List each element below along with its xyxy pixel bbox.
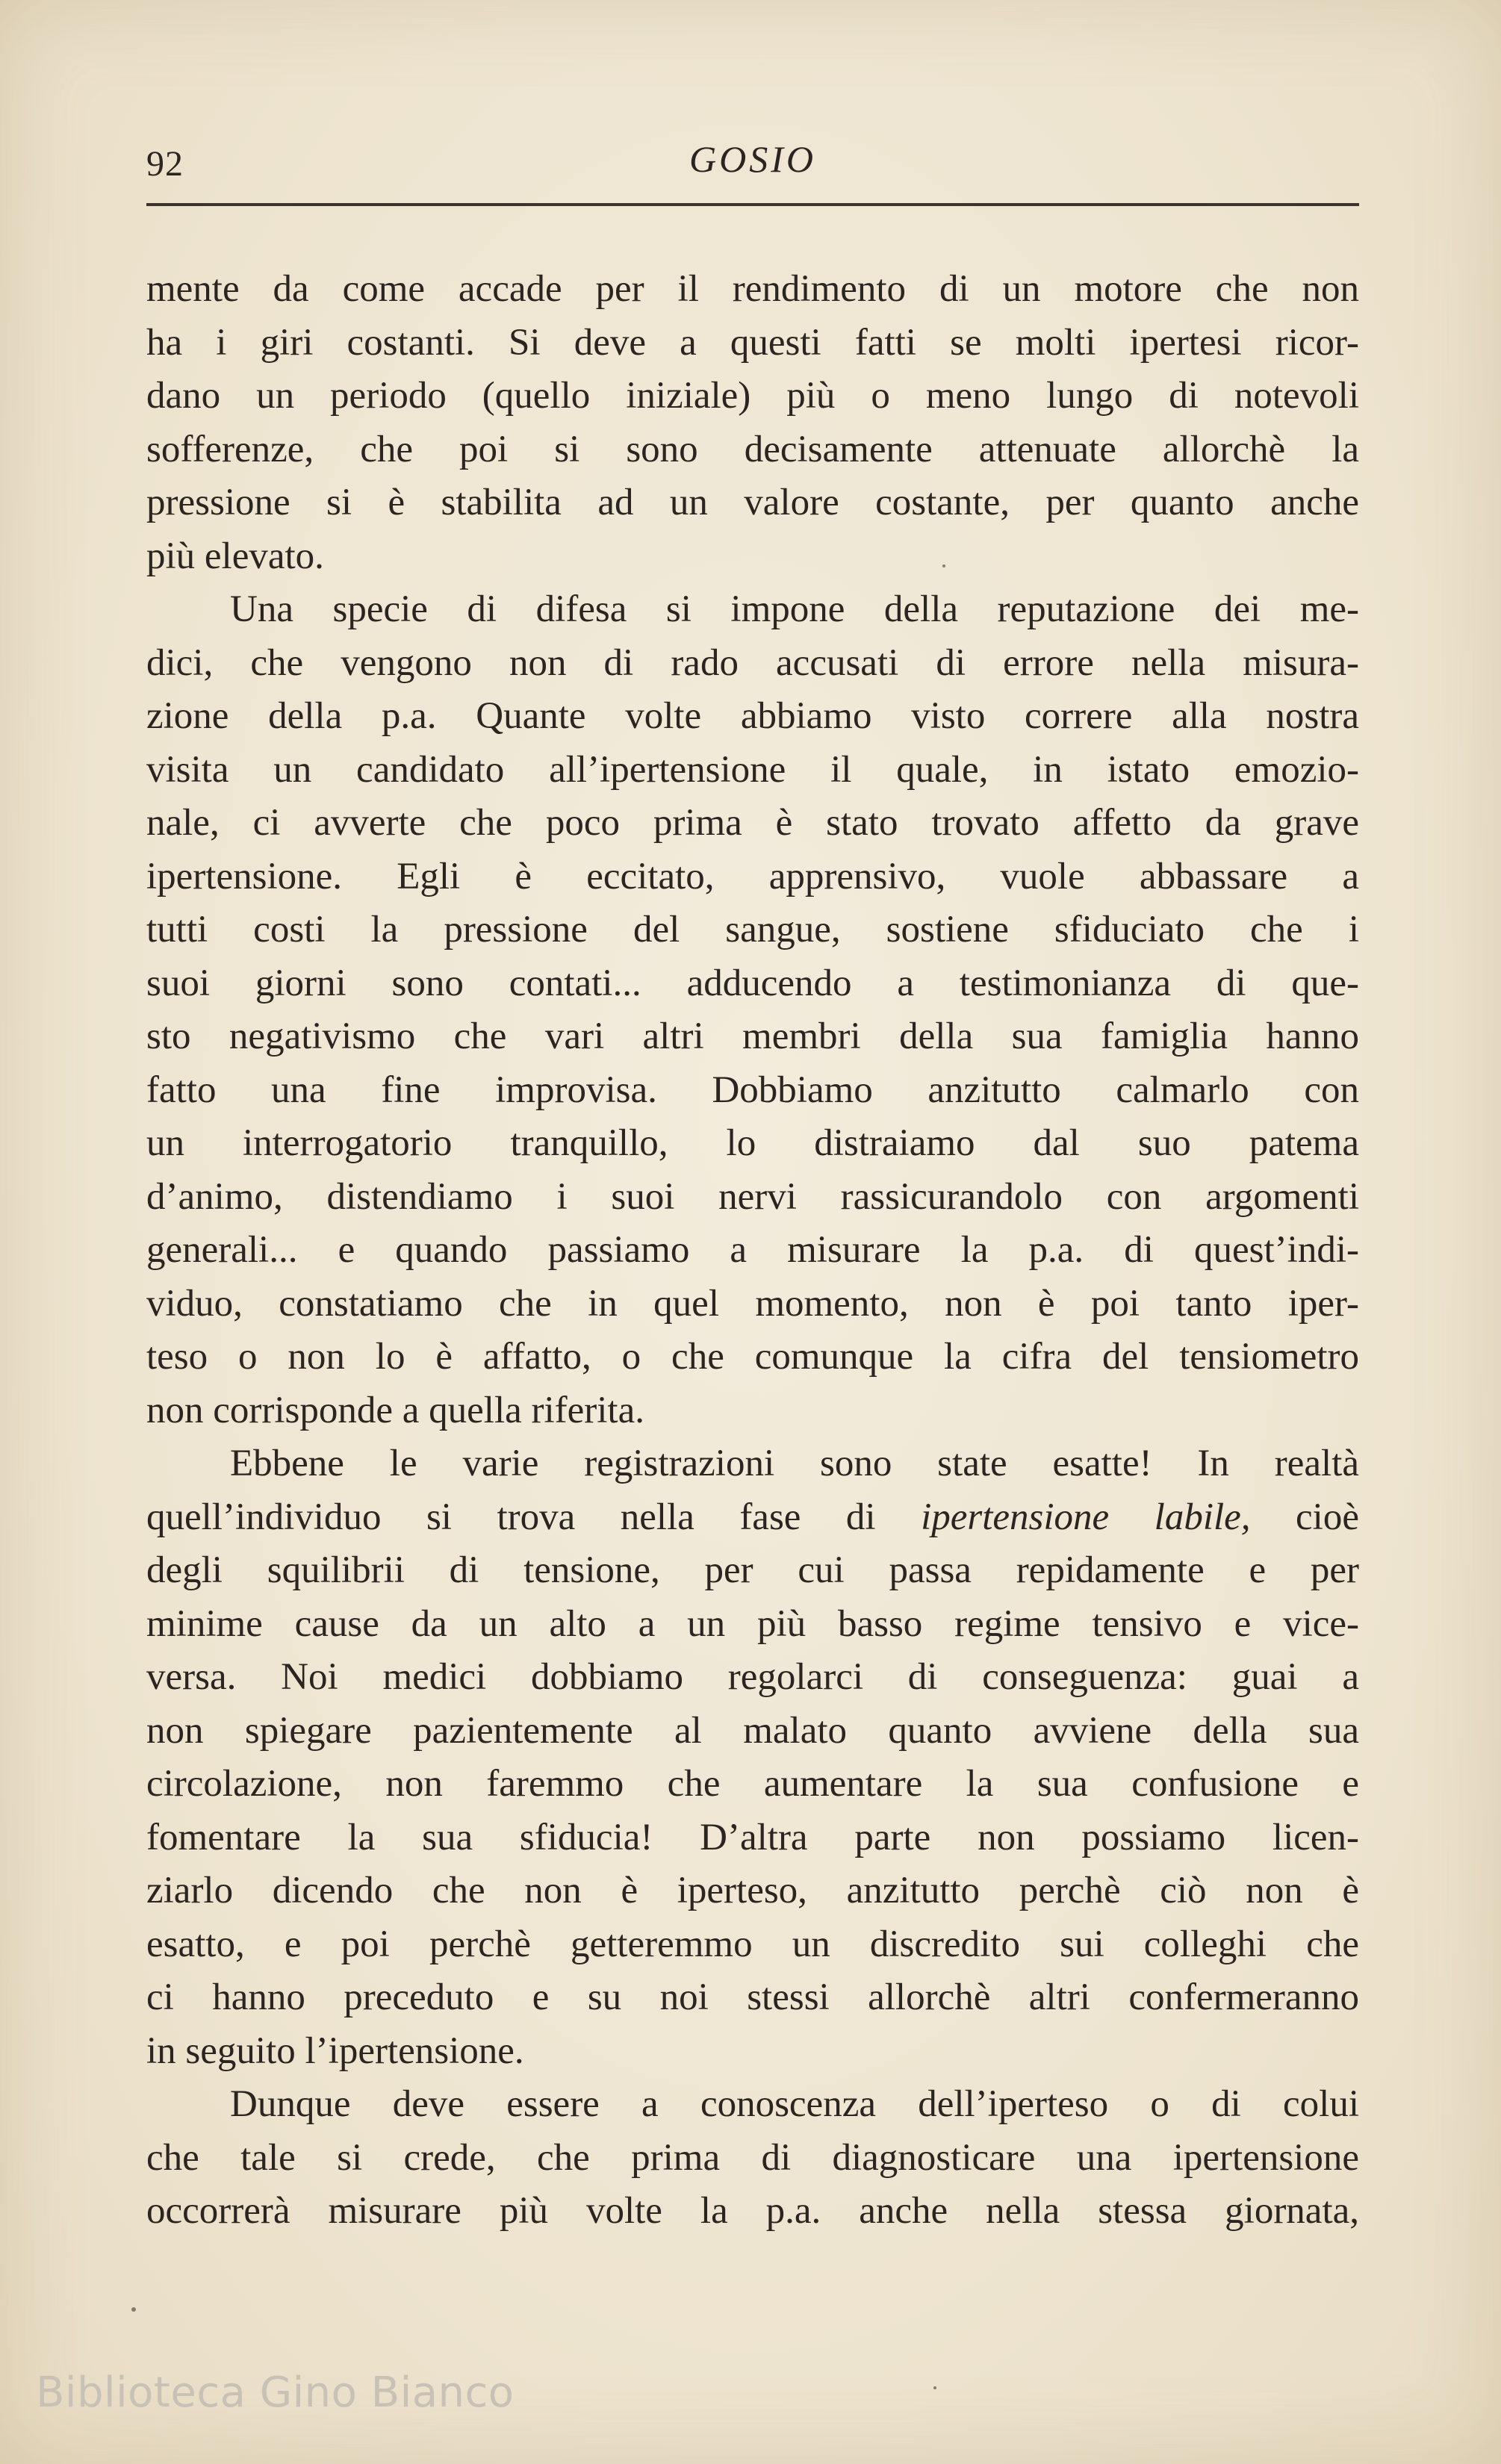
body-text	[146, 263, 1359, 2239]
text-line: circolazione, non faremmo che aumentare la sua confusione e	[146, 1763, 1359, 1805]
text-line: in seguito l’ipertensione.	[146, 2029, 524, 2072]
text-line: d’animo, distendiamo i suoi nervi rassicurandolo con argomenti	[146, 1175, 1359, 1218]
text-line: fomentare la sua sfiducia! D’altra parte non possiamo licen-	[146, 1816, 1359, 1858]
text-line: generali... e quando passiamo a misurare la p.a. di quest’indi-	[146, 1229, 1359, 1271]
text-line: un interrogatorio tranquillo, lo distraiamo dal suo patema	[146, 1122, 1359, 1164]
text-line: Dunque deve essere a conoscenza dell’iperteso o di colui	[230, 2083, 1359, 2125]
text-line: occorrerà misurare più volte la p.a. anche nella stessa giornata,	[146, 2190, 1359, 2232]
text-line: ci hanno preceduto e su noi stessi allorchè altri confermeranno	[146, 1976, 1359, 2018]
text-line: più elevato.	[146, 535, 324, 577]
text-line: pressione si è stabilita ad un valore costante, per quanto anche	[146, 482, 1359, 523]
text-line: versa. Noi medici dobbiamo regolarci di conseguenza: guai a	[146, 1656, 1359, 1698]
text-line: Ebbene le varie registrazioni sono state esatte! In realtà	[230, 1443, 1359, 1484]
text-fragment: quell’individuo si trova nella fase di	[146, 1496, 922, 1538]
text-line: fatto una fine improvisa. Dobbiamo anzitutto calmarlo con	[146, 1068, 1359, 1111]
text-line: mente da come accade per il rendimento di un motore che non	[146, 268, 1359, 310]
text-line: che tale si crede, che prima di diagnosticare una ipertensione	[146, 2136, 1359, 2179]
text-line: dano un periodo (quello iniziale) più o meno lungo di notevoli	[146, 375, 1359, 417]
italic-term: ipertensione labile,	[921, 1496, 1251, 1538]
text-line-with-italic	[146, 1491, 1359, 1545]
paragraph-3	[146, 1437, 1359, 2078]
paper-speck	[933, 2386, 936, 2389]
page-number: 92	[146, 144, 184, 184]
paragraph-2	[146, 583, 1359, 1437]
text-line: minime cause da un alto a un più basso regime tensivo e vice-	[146, 1602, 1359, 1645]
text-line: nale, ci avverte che poco prima è stato trovato affetto da grave	[146, 802, 1359, 844]
text-line: suoi giorni sono contati... adducendo a testimonianza di que-	[146, 962, 1359, 1004]
text-line: tutti costi la pressione del sangue, sostiene sfiduciato che i	[146, 909, 1359, 951]
text-line: esatto, e poi perchè getteremmo un discredito sui colleghi che	[146, 1923, 1359, 1965]
text-line: non spiegare pazientemente al malato quanto avviene della sua	[146, 1709, 1359, 1752]
paper-speck	[131, 2307, 136, 2312]
text-line: zione della p.a. Quante volte abbiamo visto correre alla nostra	[146, 695, 1359, 737]
text-fragment: cioè	[1250, 1496, 1359, 1538]
text-line: Una specie di difesa si impone della reputazione dei me-	[230, 588, 1359, 630]
paragraph-1	[146, 263, 1359, 583]
text-line: viduo, constatiamo che in quel momento, non è poi tanto iper-	[146, 1282, 1359, 1325]
running-head: GOSIO	[689, 138, 816, 180]
text-line: sofferenze, che poi si sono decisamente attenuate allorchè la	[146, 428, 1359, 470]
text-line: visita un candidato all’ipertensione il quale, in istato emozio-	[146, 748, 1359, 791]
page-header	[146, 133, 1359, 193]
text-line: non corrisponde a quella riferita.	[146, 1389, 644, 1431]
header-rule	[146, 203, 1359, 206]
paragraph-4	[146, 2078, 1359, 2239]
text-line: teso o non lo è affatto, o che comunque la cifra del tensiometro	[146, 1336, 1359, 1378]
text-line: degli squilibrii di tensione, per cui passa repidamente e per	[146, 1549, 1359, 1591]
text-line: sto negativismo che vari altri membri della sua famiglia hanno	[146, 1015, 1359, 1057]
text-line: ziarlo dicendo che non è iperteso, anzitutto perchè ciò non è	[146, 1870, 1359, 1911]
text-line: ipertensione. Egli è eccitato, apprensivo, vuole abbassare a	[146, 855, 1359, 897]
library-watermark: Biblioteca Gino Bianco	[36, 2368, 515, 2417]
text-line: ha i giri costanti. Si deve a questi fatti se molti ipertesi ricor-	[146, 321, 1359, 364]
paper-speck	[942, 564, 945, 567]
text-line: dici, che vengono non di rado accusati di errore nella misura-	[146, 641, 1359, 684]
